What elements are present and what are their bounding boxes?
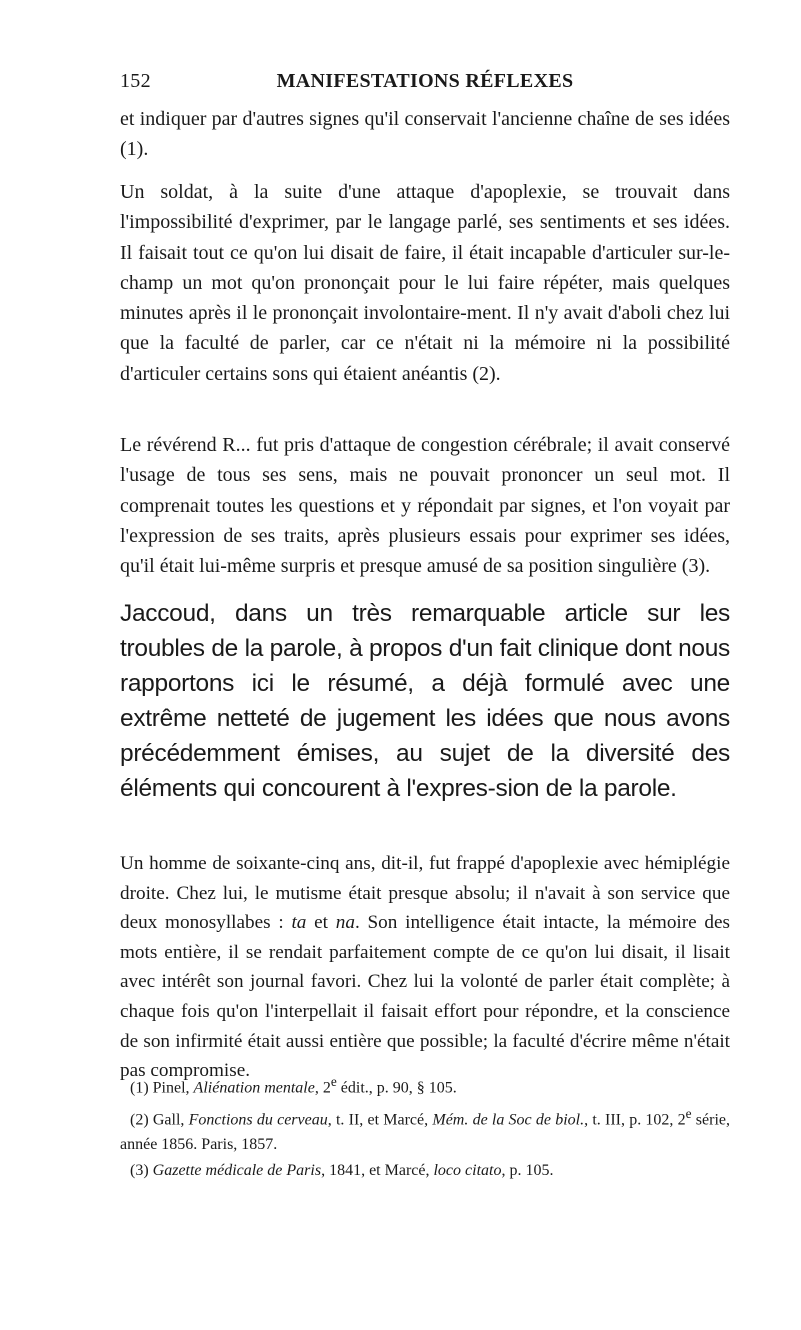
italic-word: na — [335, 912, 355, 934]
footnotes — [120, 1069, 730, 1183]
cited-title: Gazette médicale de Paris — [152, 1161, 322, 1179]
footnote-1: (1) Pinel, Aliénation mentale, 2e édit., p. 90, § 105. — [130, 1074, 457, 1097]
paragraph-text: et — [306, 912, 336, 934]
cited-title: Aliénation mentale — [193, 1079, 315, 1097]
cited-title: Mém. de la Soc de biol. — [432, 1110, 585, 1128]
running-title: MANIFESTATIONS RÉFLEXES — [276, 70, 574, 92]
footnote-2: (2) Gall, Fonctions du cerveau, t. II, et Marcé, Mém. de la Soc de biol., t. III, p. 102, 2e série, année 1856. Paris, 1857. — [120, 1105, 731, 1154]
paragraph-large: Jaccoud, dans un très remarquable article sur les troubles de la parole, à propos d'un fait clinique dont nous rapportons ici le résumé, a déjà formulé avec une extrême netteté de jugement les idées que nous avons précédemment émises, au sujet de la diversité des éléments qui concourent à l'expres-sion de la parole. — [120, 600, 730, 803]
paragraph-text: . Son intelligence était intacte, la mémoire des mots entière, il se rendait parfaitement compte de ce qu'on lui disait, il lisait avec intérêt son journal favori. Chez lui la volonté de parler était complète; à chaque fois qu'on l'interpellait il faisait effort pour répondre, et la conscience de son infirmité était aussi entière que possible; la faculté d'écrire même n'était pas compromise. — [120, 912, 730, 1082]
paragraph: Le révérend R... fut pris d'attaque de congestion cérébrale; il avait conservé l'usage de tous ses sens, mais ne pouvait prononcer un seul mot. Il comprenait toutes les questions et y répondait par signes, et l'on voyait par l'expression de ses traits, après plusieurs essais pour exprimer ses idées, qu'il était lui-même surpris et presque amusé de sa position singulière (3). — [120, 434, 730, 578]
paragraph: et indiquer par d'autres signes qu'il conservait l'ancienne chaîne de ses idées (1). — [120, 108, 730, 161]
page-header — [120, 70, 730, 100]
paragraph: Un soldat, à la suite d'une attaque d'apoplexie, se trouvait dans l'impossibilité d'exprimer, par le langage parlé, ses sentiments et ses idées. Il faisait tout ce qu'on lui disait de faire, il était incapable d'articuler sur-le-champ un mot qu'on prononçait pour le lui faire répéter, mais quelques minutes après il le prononçait involontaire-ment. Il n'y avait d'aboli chez lui que la faculté de parler, car ce n'était ni la mémoire ni la possibilité d'articuler certains sons qui étaient anéantis (2). — [120, 181, 730, 385]
cited-title: loco citato — [433, 1161, 502, 1179]
italic-word: ta — [291, 912, 307, 934]
paragraph — [120, 849, 730, 1086]
paragraph-text: Un homme de soixante-cinq ans, dit-il, fut frappé d'apoplexie avec hémiplégie droite. Chez lui, le mutisme était presque absolu; il n'avait à son service que deux monosyllabes : — [120, 853, 730, 934]
footnote-3: (3) Gazette médicale de Paris, 1841, et Marcé, loco citato, p. 105. — [130, 1161, 554, 1179]
page-number: 152 — [120, 70, 151, 92]
cited-title: Fonctions du cerveau — [188, 1110, 328, 1128]
